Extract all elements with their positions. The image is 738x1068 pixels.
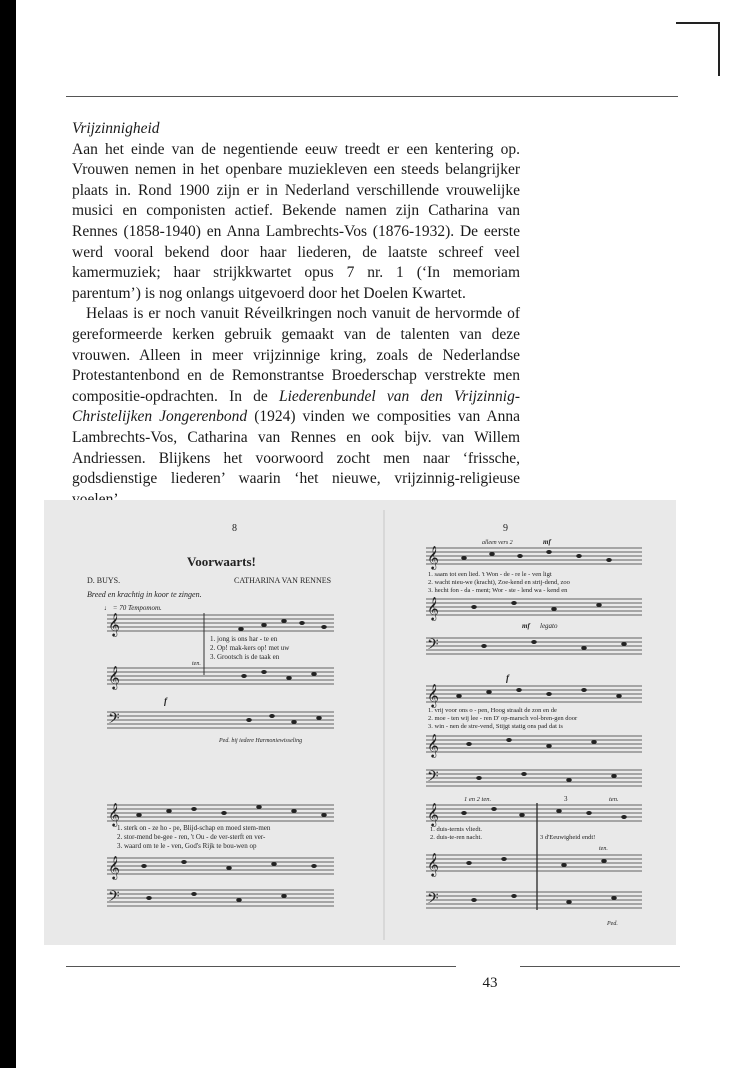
- right-bottom-marks: 1 en 2 ten.: [464, 796, 492, 803]
- right-piano-staff-2: [426, 736, 642, 786]
- bass-clef-icon-2: 𝄢: [108, 888, 120, 908]
- right-mid-lyric-2: 2. moe - ten wij lee - ren D' op-marsch vol-bren-gen door: [428, 715, 578, 722]
- composer: CATHARINA VAN RENNES: [234, 576, 332, 585]
- paragraph-2-part-a: Helaas is er noch vanuit Réveilkringen noch vanuit de hervormde of gereformeerde kerken gebruik gemaakt van de talenten van deze vrouwen. Alleen in meer vrijzinnige kring, zoals de Nederlandse Protestantenbond en de Remonstrantse Broederschap verstrekte men compositie-opdrachten. In de: [72, 305, 520, 405]
- treble-clef-icon-2: 𝄞: [108, 667, 120, 689]
- paragraph-2-part-b: (1924) vinden we composities van Anna Lambrechts-Vos, Catharina van Rennes en ook bijv. van Willem Andriessen. Blijkens het voorwoord zocht men naar ‘frissche, godsdienstige liederen’ waarin ‘het nieuwe, vrijzinnig-religieuse: [72, 408, 520, 488]
- right-top-marks: alleen vers 2: [482, 540, 513, 546]
- dynamic-f-1: f: [164, 696, 167, 706]
- music-score-image: [44, 500, 676, 945]
- left-notes-2: [136, 805, 327, 817]
- lyricist: D. BUYS.: [87, 576, 121, 585]
- footer-rule-right: [520, 966, 680, 967]
- dynamic-ten-3: ten.: [599, 846, 608, 852]
- right-mid-lyric-1: 1. vrij voor ons o - pen, Hoog straalt de zon en de: [428, 707, 557, 714]
- right-piano-notes-2: [466, 738, 617, 782]
- treble-clef-icon-7: 𝄞: [427, 685, 439, 707]
- dynamic-mf-1: mf: [543, 538, 551, 546]
- left-notes-1: [238, 619, 327, 631]
- binding-edge: [0, 0, 16, 1068]
- dynamic-ten-1: ten.: [192, 661, 201, 667]
- treble-clef-icon-6: 𝄞: [427, 598, 439, 620]
- right-top-lyric-2: 2. wacht nieu-we (kracht), Zoe-kend en strij-dend, zoo: [428, 579, 570, 586]
- left-lower-lyric-3: 3. waard om te le - ven, God's Rijk te bou-wen op: [117, 842, 257, 850]
- left-upper-lyric-3: 3. Grootsch is de taak en: [210, 653, 280, 661]
- left-upper-lyric-2: 2. Op! mak-kers op! met uw: [210, 644, 290, 652]
- tempo-marking: ♩ = 70 Tempomom.: [104, 604, 162, 612]
- right-notes-2: [456, 688, 622, 698]
- book-title: Liederenbundel van den Vrijzinnig-Christelijken Jongerenbond: [72, 387, 520, 426]
- treble-clef-icon-4: 𝄞: [108, 857, 120, 879]
- left-lower-lyric-1: 1. sterk on - ze ho - pe, Blijd-schap en moed stem-men: [117, 824, 271, 832]
- right-page-number: 9: [503, 523, 508, 534]
- header-rule: [66, 96, 678, 97]
- body-text: [72, 119, 520, 510]
- triplet-mark: 3: [564, 795, 568, 803]
- left-staff-2: [107, 805, 334, 821]
- bass-clef-icon-5: 𝄢: [427, 890, 439, 910]
- treble-clef-icon-8: 𝄞: [427, 735, 439, 757]
- treble-clef-icon-3: 𝄞: [108, 804, 120, 826]
- right-top-lyric-1: 1. saam tot een lied. 't Won - de - re le - ven ligt: [428, 571, 552, 578]
- left-upper-lyric-1: 1. jong is ons har - te en: [210, 635, 278, 643]
- right-top-lyric-3: 3. hecht fon - da - ment; Wor - ste - lend wa - kend en: [428, 587, 568, 594]
- right-bottom-lyric-1: 1. duis-ternis vliedt.: [430, 826, 482, 833]
- right-bottom-lyric-2: 2. duis-te-ren nacht.: [430, 834, 482, 841]
- crop-mark: [676, 22, 720, 76]
- right-staff-2: [426, 686, 642, 702]
- performance-note: Breed en krachtig in koor te zingen.: [87, 590, 202, 599]
- song-title: Voorwaarts!: [187, 554, 256, 569]
- pedal-note: Ped. bij iedere Harmoniewisseling: [219, 738, 303, 744]
- dynamic-mf-2: mf: [522, 622, 530, 630]
- right-piano-staff-1: [426, 599, 642, 654]
- left-page-number: 8: [232, 523, 237, 534]
- treble-clef-icon-10: 𝄞: [427, 854, 439, 876]
- paragraph-2: [72, 304, 520, 510]
- pedal-mark: Ped.: [607, 921, 618, 927]
- bass-clef-icon-3: 𝄢: [427, 636, 439, 656]
- dynamic-legato: legato: [540, 622, 558, 630]
- score-svg: [44, 500, 676, 945]
- treble-clef-icon-5: 𝄞: [427, 547, 439, 569]
- left-piano-staff-2: [107, 858, 334, 906]
- bass-clef-icon: 𝄢: [108, 710, 120, 730]
- dynamic-ten-2: ten.: [609, 796, 619, 803]
- right-mid-lyric-3: 3. win - nen de stre-vend, Stijgt statig ons pad dat is: [428, 723, 563, 730]
- right-staff-3: [426, 805, 642, 821]
- treble-clef-icon-9: 𝄞: [427, 804, 439, 826]
- right-bottom-lyric-3: 3 d'Eeuwigheid endt!: [540, 834, 596, 841]
- right-piano-notes-3: [466, 857, 617, 904]
- footer-rule-left: [66, 966, 456, 967]
- dynamic-f-2: f: [506, 673, 509, 683]
- right-piano-staff-3: [426, 855, 642, 908]
- treble-clef-icon: 𝄞: [108, 614, 120, 636]
- section-heading: Vrijzinnigheid: [72, 120, 160, 137]
- page-number: 43: [482, 975, 498, 991]
- paragraph-1: Aan het einde van de negentiende eeuw treedt er een kentering op. Vrouwen nemen in het openbare muziekleven een steeds belangrijker plaats in. Rond 1900 zijn er in Nederland verschillende vrouwelijke musici en componisten actief. Bekende namen zijn Catharina van Rennes (1858-1940) en Anna Lambrechts-Vos (1876-1932). De eerste werd vooral bekend door haar liederen, de laatste schreef veel kamermuziek; haar strijkkwartet opus 7 nr. 1 (‘In memoriam parentum’) is nog onlangs uitgevoerd door het Doelen Kwartet.: [72, 140, 520, 302]
- bass-clef-icon-4: 𝄢: [427, 768, 439, 788]
- left-lower-lyric-2: 2. stor-mend be-gee - ren, 't Ou - de ver-sterft en ver-: [117, 833, 266, 841]
- left-piano-staff-1: [107, 668, 334, 728]
